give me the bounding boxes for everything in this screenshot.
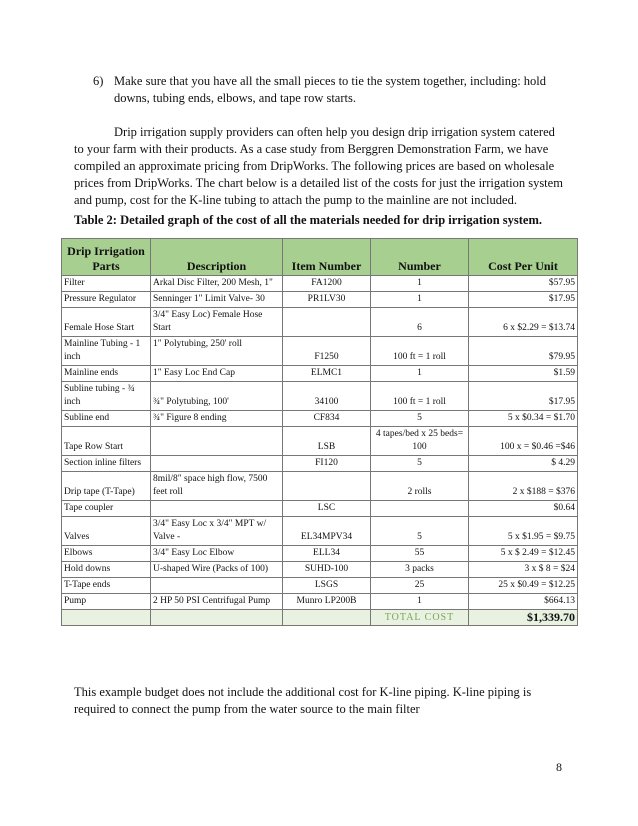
cell-number: 6 [371, 308, 469, 337]
cell-part: Drip tape (T-Tape) [62, 472, 151, 501]
cell-part: Elbows [62, 546, 151, 562]
cell-description: 3/4" Easy Loc x 3/4" MPT w/ Valve - [151, 517, 283, 546]
table-header-row [62, 239, 578, 276]
cell-item-number: FA1200 [283, 276, 371, 292]
header-number: Number [371, 239, 469, 276]
cell-part: T-Tape ends [62, 578, 151, 594]
cell-description: 2 HP 50 PSI Centrifugal Pump [151, 594, 283, 610]
cell-cost: $0.64 [469, 501, 578, 517]
cell-cost: $1.59 [469, 366, 578, 382]
cell-item-number [283, 308, 371, 337]
cell-cost: 5 x $0.34 = $1.70 [469, 411, 578, 427]
total-empty-cell [151, 610, 283, 626]
cell-cost: 100 x = $0.46 =$46 [469, 427, 578, 456]
cell-description: 1" Polytubing, 250' roll [151, 337, 283, 366]
table-row [62, 578, 578, 594]
list-item-6 [93, 73, 563, 107]
table-row [62, 308, 578, 337]
list-item-number: 6) [93, 74, 104, 88]
cell-number: 1 [371, 594, 469, 610]
cell-description [151, 427, 283, 456]
cell-item-number: Munro LP200B [283, 594, 371, 610]
page-number: 8 [556, 760, 562, 774]
cost-table [61, 238, 578, 626]
total-empty-cell [283, 610, 371, 626]
cell-number: 5 [371, 411, 469, 427]
cell-cost: $17.95 [469, 382, 578, 411]
table-row [62, 382, 578, 411]
cell-item-number: SUHD-100 [283, 562, 371, 578]
table-row [62, 337, 578, 366]
closing-paragraph: This example budget does not include the additional cost for K-line piping. K-line piping is required to connect the pump from the water source to the main filter [74, 685, 532, 716]
cell-cost: $664.13 [469, 594, 578, 610]
cell-item-number: ELL34 [283, 546, 371, 562]
cell-description [151, 456, 283, 472]
table-row [62, 366, 578, 382]
cell-number [371, 501, 469, 517]
total-label: TOTAL COST [371, 610, 469, 626]
cell-item-number: F1250 [283, 337, 371, 366]
cell-item-number: EL34MPV34 [283, 517, 371, 546]
cell-description: 8mil/8" space high flow, 7500 feet roll [151, 472, 283, 501]
cell-cost: $57.95 [469, 276, 578, 292]
cell-description: ¾" Figure 8 ending [151, 411, 283, 427]
table-row [62, 411, 578, 427]
cell-number: 4 tapes/bed x 25 beds= 100 [371, 427, 469, 456]
cell-cost: 25 x $0.49 = $12.25 [469, 578, 578, 594]
total-row [62, 610, 578, 626]
cell-part: Mainline Tubing - 1 inch [62, 337, 151, 366]
cell-part: Section inline filters [62, 456, 151, 472]
cell-cost: $79.95 [469, 337, 578, 366]
cell-cost: 6 x $2.29 = $13.74 [469, 308, 578, 337]
cell-number: 25 [371, 578, 469, 594]
cell-description: 3/4" Easy Loc Elbow [151, 546, 283, 562]
table-row [62, 562, 578, 578]
total-empty-cell [62, 610, 151, 626]
cell-item-number: CF834 [283, 411, 371, 427]
cell-description: U-shaped Wire (Packs of 100) [151, 562, 283, 578]
cell-item-number: LSC [283, 501, 371, 517]
table-row [62, 276, 578, 292]
table-row [62, 501, 578, 517]
cell-item-number: LSB [283, 427, 371, 456]
cell-part: Tape coupler [62, 501, 151, 517]
cell-description: ¾" Polytubing, 100' [151, 382, 283, 411]
cell-item-number: PR1LV30 [283, 292, 371, 308]
cell-part: Pump [62, 594, 151, 610]
cell-cost: $17.95 [469, 292, 578, 308]
header-parts: Drip Irrigation Parts [62, 239, 151, 276]
cell-number: 5 [371, 517, 469, 546]
cell-description: 1" Easy Loc End Cap [151, 366, 283, 382]
table-row [62, 427, 578, 456]
cell-description [151, 578, 283, 594]
table-row [62, 546, 578, 562]
header-description: Description [151, 239, 283, 276]
header-cost: Cost Per Unit [469, 239, 578, 276]
cell-description: 3/4" Easy Loc) Female Hose Start [151, 308, 283, 337]
cell-description: Arkal Disc Filter, 200 Mesh, 1" [151, 276, 283, 292]
cell-number: 1 [371, 292, 469, 308]
cell-number: 1 [371, 276, 469, 292]
cell-number: 2 rolls [371, 472, 469, 501]
header-item-number: Item Number [283, 239, 371, 276]
table-row [62, 456, 578, 472]
cell-description: Senninger 1" Limit Valve- 30 [151, 292, 283, 308]
cell-number: 3 packs [371, 562, 469, 578]
cell-number: 100 ft = 1 roll [371, 382, 469, 411]
cell-cost: 5 x $1.95 = $9.75 [469, 517, 578, 546]
intro-paragraph-text: Drip irrigation supply providers can often help you design drip irrigation system catered to your farm with their products. As a case study from Berggren Demonstration Farm, we have compiled an approximate pricing from DripWorks. The following prices are based on wholesale prices from DripWorks. The chart below is a detailed list of the costs for just the irrigation system and pump, cost for the K-line tubing to attach the pump to the mainline are not included. [74, 125, 563, 207]
cell-part: Subline end [62, 411, 151, 427]
list-item-text: Make sure that you have all the small pieces to tie the system together, including: hold downs, tubing ends, elbows, and tape row starts. [114, 74, 547, 105]
cell-number: 1 [371, 366, 469, 382]
cell-item-number: FI120 [283, 456, 371, 472]
cell-part: Pressure Regulator [62, 292, 151, 308]
cell-part: Female Hose Start [62, 308, 151, 337]
cell-number: 100 ft = 1 roll [371, 337, 469, 366]
cell-part: Valves [62, 517, 151, 546]
total-value: $1,339.70 [469, 610, 578, 626]
cell-cost: $ 4.29 [469, 456, 578, 472]
table-row [62, 472, 578, 501]
cell-part: Subline tubing - ¾ inch [62, 382, 151, 411]
cell-item-number: LSGS [283, 578, 371, 594]
table-caption: Table 2: Detailed graph of the cost of all the materials needed for drip irrigation system. [74, 213, 543, 227]
cell-number: 55 [371, 546, 469, 562]
cell-part: Hold downs [62, 562, 151, 578]
cell-item-number: 34100 [283, 382, 371, 411]
cell-number: 5 [371, 456, 469, 472]
cell-part: Mainline ends [62, 366, 151, 382]
table-row [62, 292, 578, 308]
cell-item-number: ELMC1 [283, 366, 371, 382]
cell-cost: 5 x $ 2.49 = $12.45 [469, 546, 578, 562]
cell-part: Tape Row Start [62, 427, 151, 456]
table-row [62, 594, 578, 610]
cell-part: Filter [62, 276, 151, 292]
table-row [62, 517, 578, 546]
cell-item-number [283, 472, 371, 501]
cell-description [151, 501, 283, 517]
cell-cost: 3 x $ 8 = $24 [469, 562, 578, 578]
cell-cost: 2 x $188 = $376 [469, 472, 578, 501]
intro-paragraph [74, 124, 564, 209]
